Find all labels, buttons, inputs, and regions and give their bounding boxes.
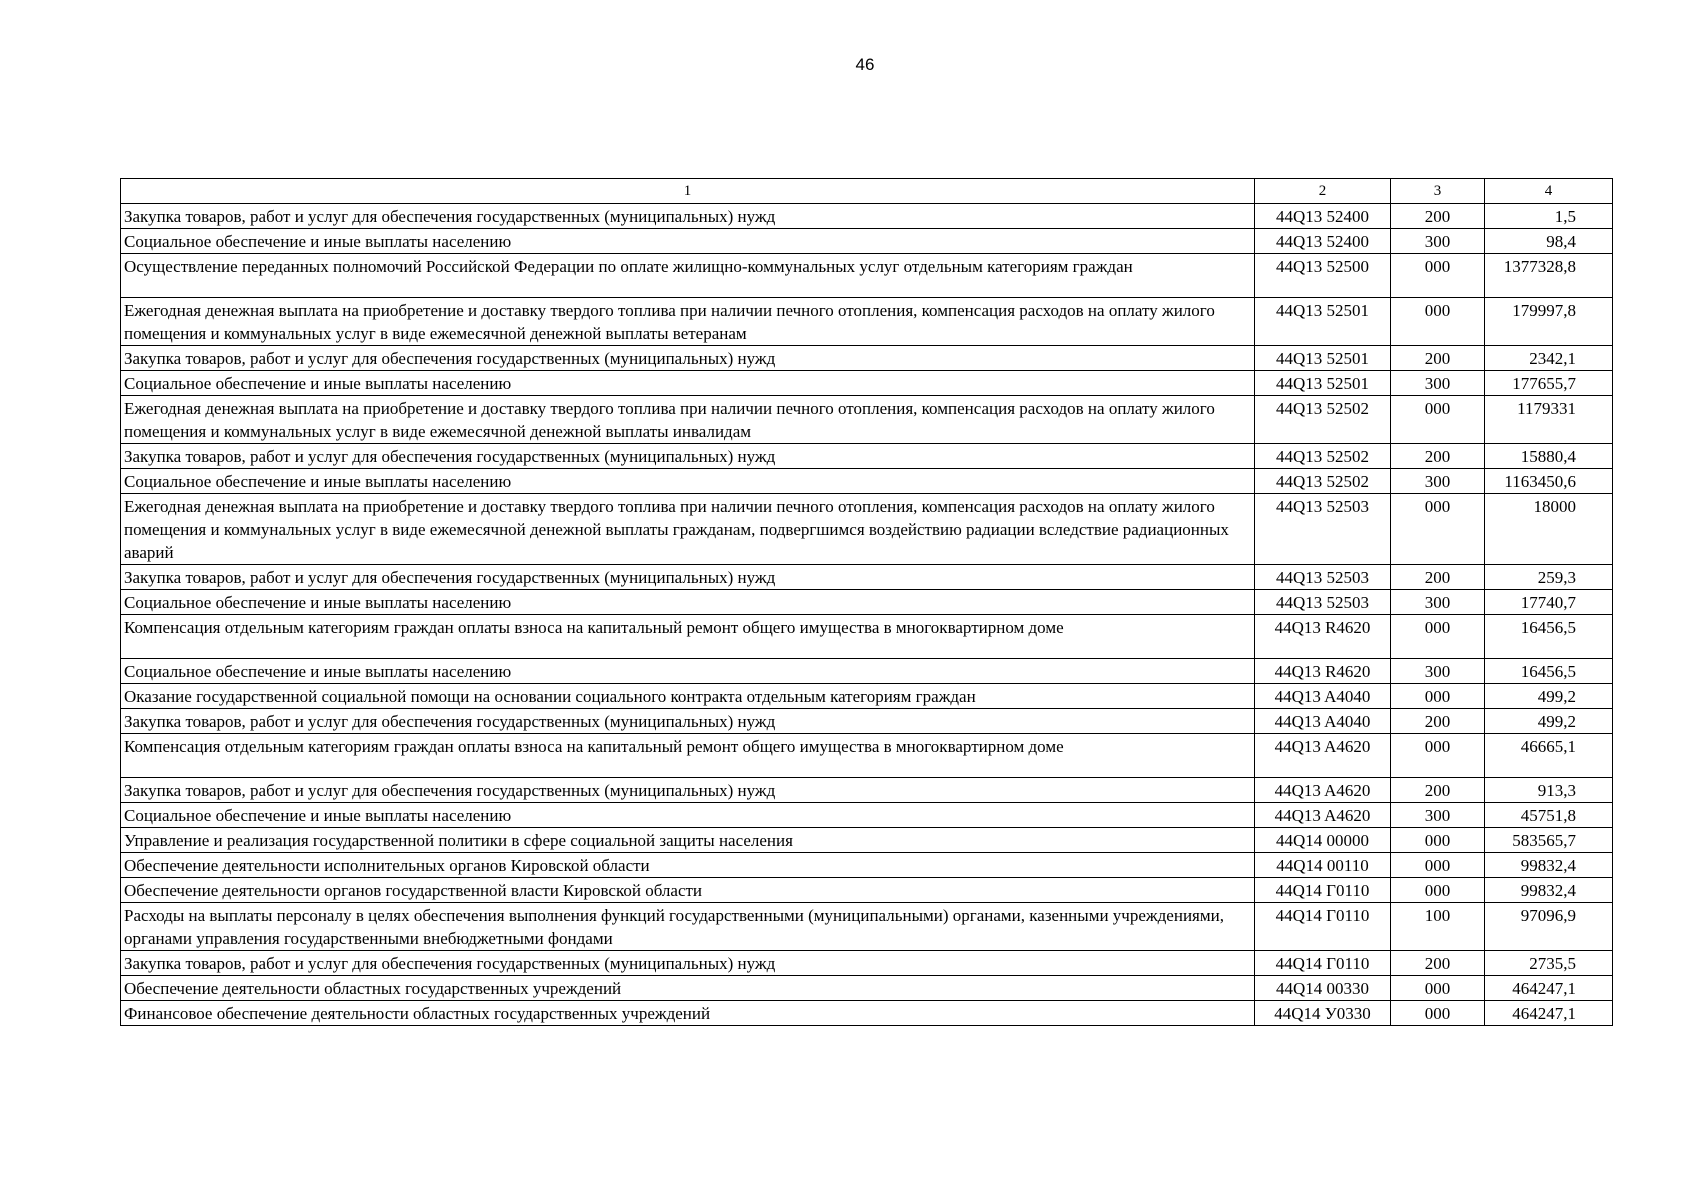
cell-type: 200 <box>1391 565 1485 590</box>
cell-type: 300 <box>1391 229 1485 254</box>
cell-sum: 259,3 <box>1485 565 1613 590</box>
cell-code: 44Q13 52501 <box>1255 371 1391 396</box>
table-row <box>121 469 1613 494</box>
header-col-4: 4 <box>1485 179 1613 204</box>
table-row <box>121 778 1613 803</box>
cell-name: Социальное обеспечение и иные выплаты населению <box>121 469 1255 494</box>
table-row <box>121 254 1613 298</box>
cell-sum: 1179331 <box>1485 396 1613 444</box>
cell-code: 44Q13 52503 <box>1255 565 1391 590</box>
cell-name: Обеспечение деятельности органов государственной власти Кировской области <box>121 878 1255 903</box>
cell-sum: 18000 <box>1485 494 1613 565</box>
cell-name: Закупка товаров, работ и услуг для обеспечения государственных (муниципальных) нужд <box>121 951 1255 976</box>
cell-code: 44Q13 52501 <box>1255 298 1391 346</box>
table-row <box>121 371 1613 396</box>
cell-sum: 583565,7 <box>1485 828 1613 853</box>
table-row <box>121 298 1613 346</box>
cell-name: Оказание государственной социальной помощи на основании социального контракта отдельным категориям граждан <box>121 684 1255 709</box>
table-row <box>121 903 1613 951</box>
table-header-row <box>121 179 1613 204</box>
cell-code: 44Q14 00110 <box>1255 853 1391 878</box>
cell-sum: 17740,7 <box>1485 590 1613 615</box>
cell-code: 44Q13 52400 <box>1255 204 1391 229</box>
table-row <box>121 709 1613 734</box>
cell-sum: 46665,1 <box>1485 734 1613 778</box>
cell-sum: 2735,5 <box>1485 951 1613 976</box>
cell-type: 200 <box>1391 444 1485 469</box>
cell-sum: 16456,5 <box>1485 659 1613 684</box>
cell-name: Ежегодная денежная выплата на приобретение и доставку твердого топлива при наличии печного отопления, компенсация расходов на оплату жилого помещения и коммунальных услуг в виде ежемесячной денежной выплаты инвалидам <box>121 396 1255 444</box>
cell-code: 44Q14 Г0110 <box>1255 951 1391 976</box>
cell-name: Закупка товаров, работ и услуг для обеспечения государственных (муниципальных) нужд <box>121 778 1255 803</box>
cell-type: 300 <box>1391 371 1485 396</box>
cell-sum: 464247,1 <box>1485 976 1613 1001</box>
table-row <box>121 229 1613 254</box>
cell-code: 44Q13 A4040 <box>1255 684 1391 709</box>
header-col-1: 1 <box>121 179 1255 204</box>
cell-name: Управление и реализация государственной политики в сфере социальной защиты населения <box>121 828 1255 853</box>
table-row <box>121 444 1613 469</box>
cell-code: 44Q14 Г0110 <box>1255 903 1391 951</box>
cell-code: 44Q14 У0330 <box>1255 1001 1391 1026</box>
cell-type: 000 <box>1391 254 1485 298</box>
cell-sum: 1,5 <box>1485 204 1613 229</box>
table-row <box>121 204 1613 229</box>
cell-name: Расходы на выплаты персоналу в целях обеспечения выполнения функций государственными (муниципальными) органами, казенными учреждениями, органами управления государственными внебюджетными фондами <box>121 903 1255 951</box>
cell-sum: 913,3 <box>1485 778 1613 803</box>
cell-code: 44Q14 00000 <box>1255 828 1391 853</box>
cell-code: 44Q13 52500 <box>1255 254 1391 298</box>
cell-sum: 499,2 <box>1485 709 1613 734</box>
cell-name: Компенсация отдельным категориям граждан оплаты взноса на капитальный ремонт общего имущества в многоквартирном доме <box>121 615 1255 659</box>
cell-sum: 99832,4 <box>1485 853 1613 878</box>
cell-code: 44Q13 52503 <box>1255 494 1391 565</box>
cell-name: Закупка товаров, работ и услуг для обеспечения государственных (муниципальных) нужд <box>121 565 1255 590</box>
table-row <box>121 565 1613 590</box>
cell-code: 44Q13 A4620 <box>1255 803 1391 828</box>
cell-type: 300 <box>1391 803 1485 828</box>
cell-name: Ежегодная денежная выплата на приобретение и доставку твердого топлива при наличии печного отопления, компенсация расходов на оплату жилого помещения и коммунальных услуг в виде ежемесячной денежной выплаты гражданам, подвергшимся воздействию радиации вследствие радиационных аварий <box>121 494 1255 565</box>
cell-code: 44Q13 R4620 <box>1255 659 1391 684</box>
table-row <box>121 976 1613 1001</box>
cell-type: 000 <box>1391 684 1485 709</box>
table-row <box>121 590 1613 615</box>
cell-code: 44Q13 A4620 <box>1255 734 1391 778</box>
cell-type: 000 <box>1391 828 1485 853</box>
cell-sum: 98,4 <box>1485 229 1613 254</box>
cell-name: Финансовое обеспечение деятельности областных государственных учреждений <box>121 1001 1255 1026</box>
cell-name: Социальное обеспечение и иные выплаты населению <box>121 371 1255 396</box>
cell-type: 200 <box>1391 346 1485 371</box>
cell-type: 000 <box>1391 298 1485 346</box>
cell-sum: 2342,1 <box>1485 346 1613 371</box>
cell-code: 44Q13 A4040 <box>1255 709 1391 734</box>
cell-code: 44Q13 52501 <box>1255 346 1391 371</box>
table-row <box>121 853 1613 878</box>
cell-code: 44Q13 R4620 <box>1255 615 1391 659</box>
header-col-2: 2 <box>1255 179 1391 204</box>
cell-type: 000 <box>1391 853 1485 878</box>
cell-type: 200 <box>1391 709 1485 734</box>
cell-name: Ежегодная денежная выплата на приобретение и доставку твердого топлива при наличии печного отопления, компенсация расходов на оплату жилого помещения и коммунальных услуг в виде ежемесячной денежной выплаты ветеранам <box>121 298 1255 346</box>
cell-sum: 1377328,8 <box>1485 254 1613 298</box>
table-body <box>121 204 1613 1026</box>
table-row <box>121 346 1613 371</box>
cell-type: 000 <box>1391 1001 1485 1026</box>
header-col-3: 3 <box>1391 179 1485 204</box>
cell-name: Закупка товаров, работ и услуг для обеспечения государственных (муниципальных) нужд <box>121 444 1255 469</box>
table-row <box>121 494 1613 565</box>
cell-name: Социальное обеспечение и иные выплаты населению <box>121 803 1255 828</box>
cell-type: 000 <box>1391 976 1485 1001</box>
cell-type: 000 <box>1391 494 1485 565</box>
cell-name: Социальное обеспечение и иные выплаты населению <box>121 590 1255 615</box>
cell-name: Закупка товаров, работ и услуг для обеспечения государственных (муниципальных) нужд <box>121 346 1255 371</box>
cell-type: 300 <box>1391 469 1485 494</box>
table-row <box>121 1001 1613 1026</box>
table-row <box>121 615 1613 659</box>
cell-sum: 16456,5 <box>1485 615 1613 659</box>
cell-sum: 464247,1 <box>1485 1001 1613 1026</box>
cell-type: 200 <box>1391 951 1485 976</box>
cell-code: 44Q13 52400 <box>1255 229 1391 254</box>
cell-name: Социальное обеспечение и иные выплаты населению <box>121 659 1255 684</box>
cell-type: 200 <box>1391 204 1485 229</box>
cell-type: 000 <box>1391 615 1485 659</box>
cell-sum: 15880,4 <box>1485 444 1613 469</box>
cell-sum: 499,2 <box>1485 684 1613 709</box>
cell-type: 200 <box>1391 778 1485 803</box>
cell-name: Закупка товаров, работ и услуг для обеспечения государственных (муниципальных) нужд <box>121 204 1255 229</box>
cell-sum: 99832,4 <box>1485 878 1613 903</box>
cell-name: Компенсация отдельным категориям граждан оплаты взноса на капитальный ремонт общего имущества в многоквартирном доме <box>121 734 1255 778</box>
cell-sum: 179997,8 <box>1485 298 1613 346</box>
table-row <box>121 951 1613 976</box>
budget-table <box>120 178 1613 1026</box>
cell-name: Обеспечение деятельности областных государственных учреждений <box>121 976 1255 1001</box>
cell-code: 44Q13 52502 <box>1255 469 1391 494</box>
table-row <box>121 803 1613 828</box>
cell-code: 44Q13 52502 <box>1255 444 1391 469</box>
cell-name: Закупка товаров, работ и услуг для обеспечения государственных (муниципальных) нужд <box>121 709 1255 734</box>
cell-name: Осуществление переданных полномочий Российской Федерации по оплате жилищно-коммунальных услуг отдельным категориям граждан <box>121 254 1255 298</box>
cell-code: 44Q14 Г0110 <box>1255 878 1391 903</box>
cell-code: 44Q13 52502 <box>1255 396 1391 444</box>
cell-type: 100 <box>1391 903 1485 951</box>
table-row <box>121 659 1613 684</box>
cell-sum: 1163450,6 <box>1485 469 1613 494</box>
cell-name: Социальное обеспечение и иные выплаты населению <box>121 229 1255 254</box>
table-row <box>121 828 1613 853</box>
cell-code: 44Q14 00330 <box>1255 976 1391 1001</box>
table-row <box>121 396 1613 444</box>
cell-sum: 97096,9 <box>1485 903 1613 951</box>
cell-code: 44Q13 A4620 <box>1255 778 1391 803</box>
cell-name: Обеспечение деятельности исполнительных органов Кировской области <box>121 853 1255 878</box>
cell-type: 000 <box>1391 396 1485 444</box>
cell-type: 000 <box>1391 734 1485 778</box>
table-row <box>121 878 1613 903</box>
table-row <box>121 684 1613 709</box>
cell-type: 000 <box>1391 878 1485 903</box>
cell-type: 300 <box>1391 590 1485 615</box>
cell-sum: 177655,7 <box>1485 371 1613 396</box>
cell-code: 44Q13 52503 <box>1255 590 1391 615</box>
cell-type: 300 <box>1391 659 1485 684</box>
page-number: 46 <box>855 55 875 74</box>
table-row <box>121 734 1613 778</box>
cell-sum: 45751,8 <box>1485 803 1613 828</box>
